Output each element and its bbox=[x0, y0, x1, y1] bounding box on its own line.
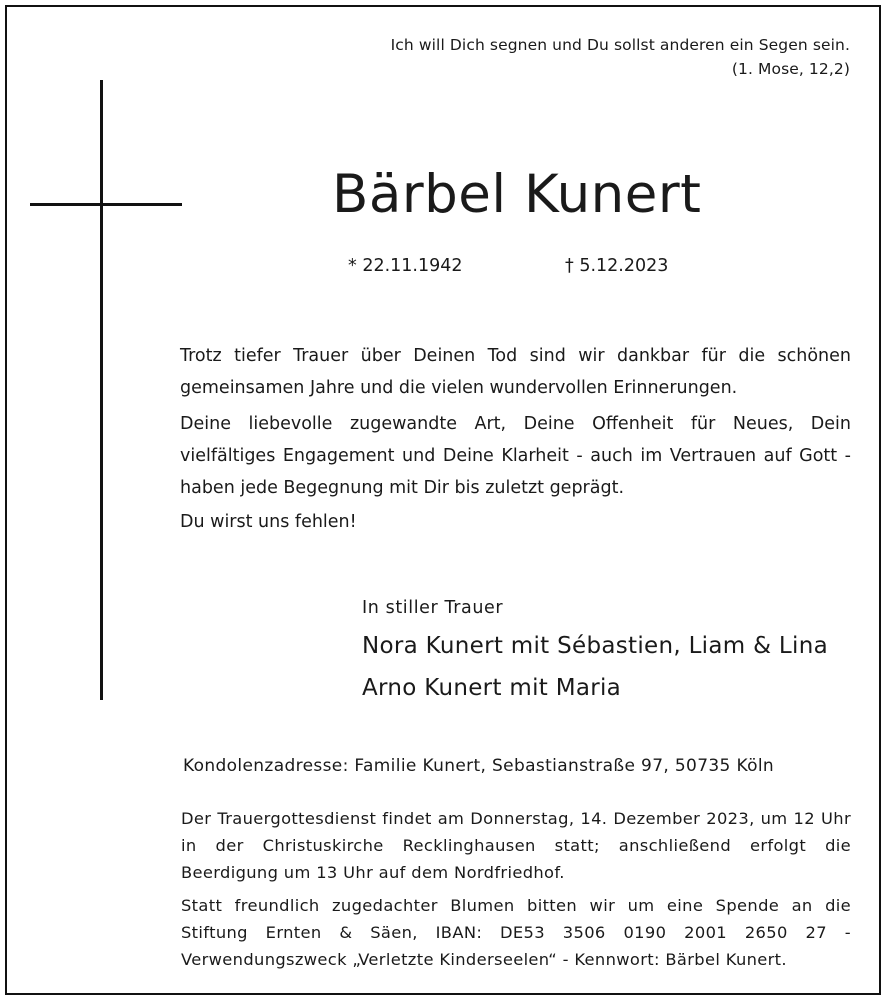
verse-reference: (1. Mose, 12,2) bbox=[731, 60, 850, 78]
donation-info: Statt freundlich zugedachter Blumen bitten wir um eine Spende an die Stiftung Ernten & Säen, IBAN: DE53 3506 0190 2001 2650 27 - Verwendungszweck „Verletzte Kinderseelen“ - Kennwort: Bärbel Kunert. bbox=[181, 896, 851, 969]
message-paragraph: Trotz tiefer Trauer über Deinen Tod sind wir dankbar für die schönen gemeinsamen Jahre und die vielen wundervollen Erinnerungen. bbox=[180, 346, 851, 398]
message-paragraph: Du wirst uns fehlen! bbox=[180, 512, 357, 532]
mourner-line: Nora Kunert mit Sébastien, Liam & Lina bbox=[362, 633, 829, 659]
cross-icon bbox=[100, 80, 103, 700]
verse-text: Ich will Dich segnen und Du sollst anderen ein Segen sein. bbox=[390, 36, 850, 54]
birth-date: * 22.11.1942 bbox=[348, 256, 463, 276]
cross-icon-bar bbox=[30, 203, 182, 206]
bible-verse bbox=[391, 33, 850, 81]
mourning-label: In stiller Trauer bbox=[362, 598, 504, 618]
message-paragraph: Deine liebevolle zugewandte Art, Deine Offenheit für Neues, Dein vielfältiges Engagement und Deine Klarheit - auch im Vertrauen auf Gott - haben jede Begegnung mit Dir bis zuletzt geprägt. bbox=[180, 414, 851, 498]
funeral-service-info: Der Trauergottesdienst findet am Donnerstag, 14. Dezember 2023, um 12 Uhr in der Christuskirche Recklinghausen statt; anschließend erfolgt die Beerdigung um 13 Uhr auf dem Nordfriedhof. bbox=[181, 809, 851, 882]
deceased-name: Bärbel Kunert bbox=[332, 164, 702, 225]
death-date: † 5.12.2023 bbox=[565, 256, 669, 276]
mourner-line: Arno Kunert mit Maria bbox=[362, 675, 622, 701]
condolence-address: Kondolenzadresse: Familie Kunert, Sebastianstraße 97, 50735 Köln bbox=[183, 756, 775, 776]
